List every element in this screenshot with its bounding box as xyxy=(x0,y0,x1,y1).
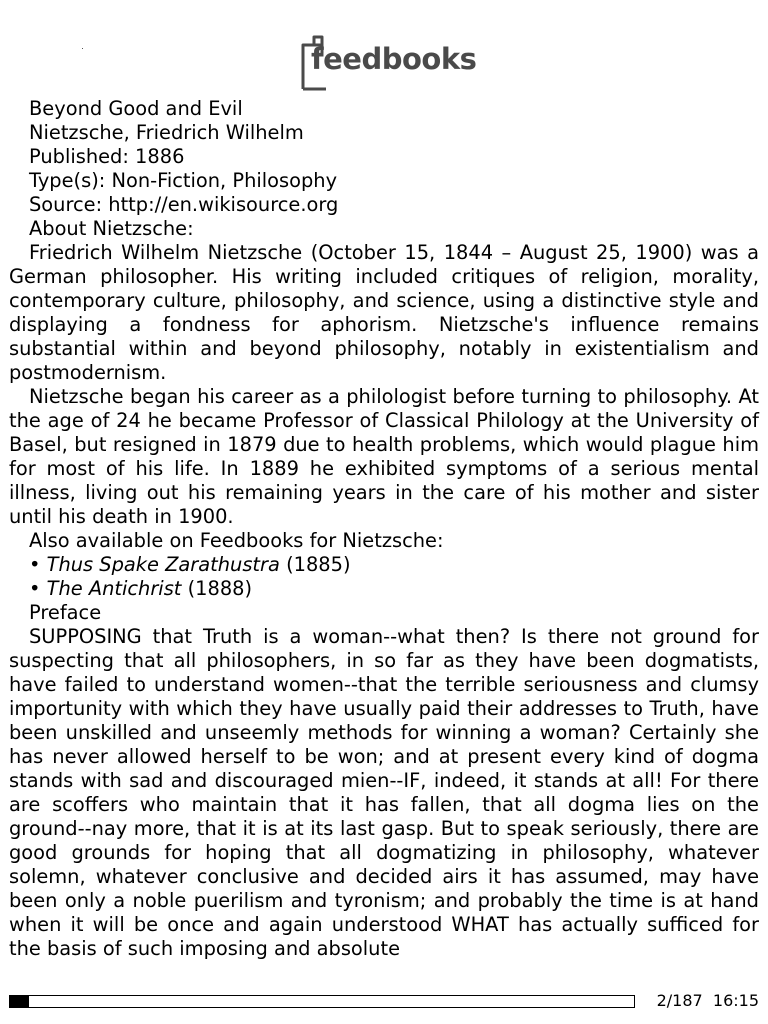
book-page-content xyxy=(9,97,759,961)
book-title: Beyond Good and Evil xyxy=(29,97,243,120)
related-book-title[interactable]: The Antichrist xyxy=(46,577,182,600)
related-book-year: (1888) xyxy=(187,577,253,600)
reading-progress-bar[interactable] xyxy=(9,995,635,1008)
about-paragraph-2: Nietzsche began his career as a philologist before turning to philosophy. At the age of 24 he became Professor of Classical Philology at the University of Basel, but resigned in 1879 due to health problems, which would plague him for most of his life. In 1889 he exhibited symptoms of a serious mental illness, living out his remaining years in the care of his mother and sister until his death in 1900. xyxy=(9,385,759,528)
about-paragraph-1: Friedrich Wilhelm Nietzsche (October 15, 1844 – August 25, 1900) was a German philosopher. His writing included critiques of religion, morality, contemporary culture, philosophy, and science, using a distinctive style and displaying a fondness for aphorism. Nietzsche's influence remains substantial within and beyond philosophy, notably in existentialism and postmodernism. xyxy=(9,241,759,384)
book-published: Published: 1886 xyxy=(29,145,185,168)
related-book-item[interactable] xyxy=(9,577,759,601)
about-heading: About Nietzsche: xyxy=(29,217,194,240)
feedbooks-logo xyxy=(300,31,480,95)
bullet-glyph: • xyxy=(29,553,41,576)
also-available-heading: Also available on Feedbooks for Nietzsche: xyxy=(29,529,444,552)
related-book-year: (1885) xyxy=(286,553,351,576)
bullet-glyph: • xyxy=(29,577,41,600)
related-book-title[interactable]: Thus Spake Zarathustra xyxy=(46,553,280,576)
book-types: Type(s): Non-Fiction, Philosophy xyxy=(29,169,338,192)
clock-time: 16:15 xyxy=(712,991,759,1010)
stray-dot xyxy=(82,48,83,49)
reading-progress-fill xyxy=(10,996,29,1007)
book-source: Source: http://en.wikisource.org xyxy=(29,193,339,216)
page-indicator: 2/187 xyxy=(656,991,703,1010)
logo-text: feedbooks xyxy=(311,42,477,76)
preface-paragraph: SUPPOSING that Truth is a woman--what then? Is there not ground for suspecting that all philosophers, in so far as they have been dogmatists, have failed to understand women--that the terrible seriousness and clumsy importunity with which they have usually paid their addresses to Truth, have been unskilled and unseemly methods for winning a woman? Certainly she has never allowed herself to be won; and at present every kind of dogma stands with sad and discouraged mien--IF, indeed, it stands at all! For there are scoffers who maintain that it has fallen, that all dogma lies on the ground--nay more, that it is at its last gasp. But to speak seriously, there are good grounds for hoping that all dogmatizing in philosophy, whatever solemn, whatever conclusive and decided airs it has assumed, may have been only a noble puerilism and tyronism; and probably the time is at hand when it will be once and again understood WHAT has actually sufficed for the basis of such imposing and absolute xyxy=(9,625,759,960)
book-author: Nietzsche, Friedrich Wilhelm xyxy=(29,121,304,144)
related-book-item[interactable] xyxy=(9,553,759,577)
status-bar xyxy=(9,991,761,1012)
preface-heading: Preface xyxy=(29,601,102,624)
page-and-time xyxy=(657,992,759,1010)
